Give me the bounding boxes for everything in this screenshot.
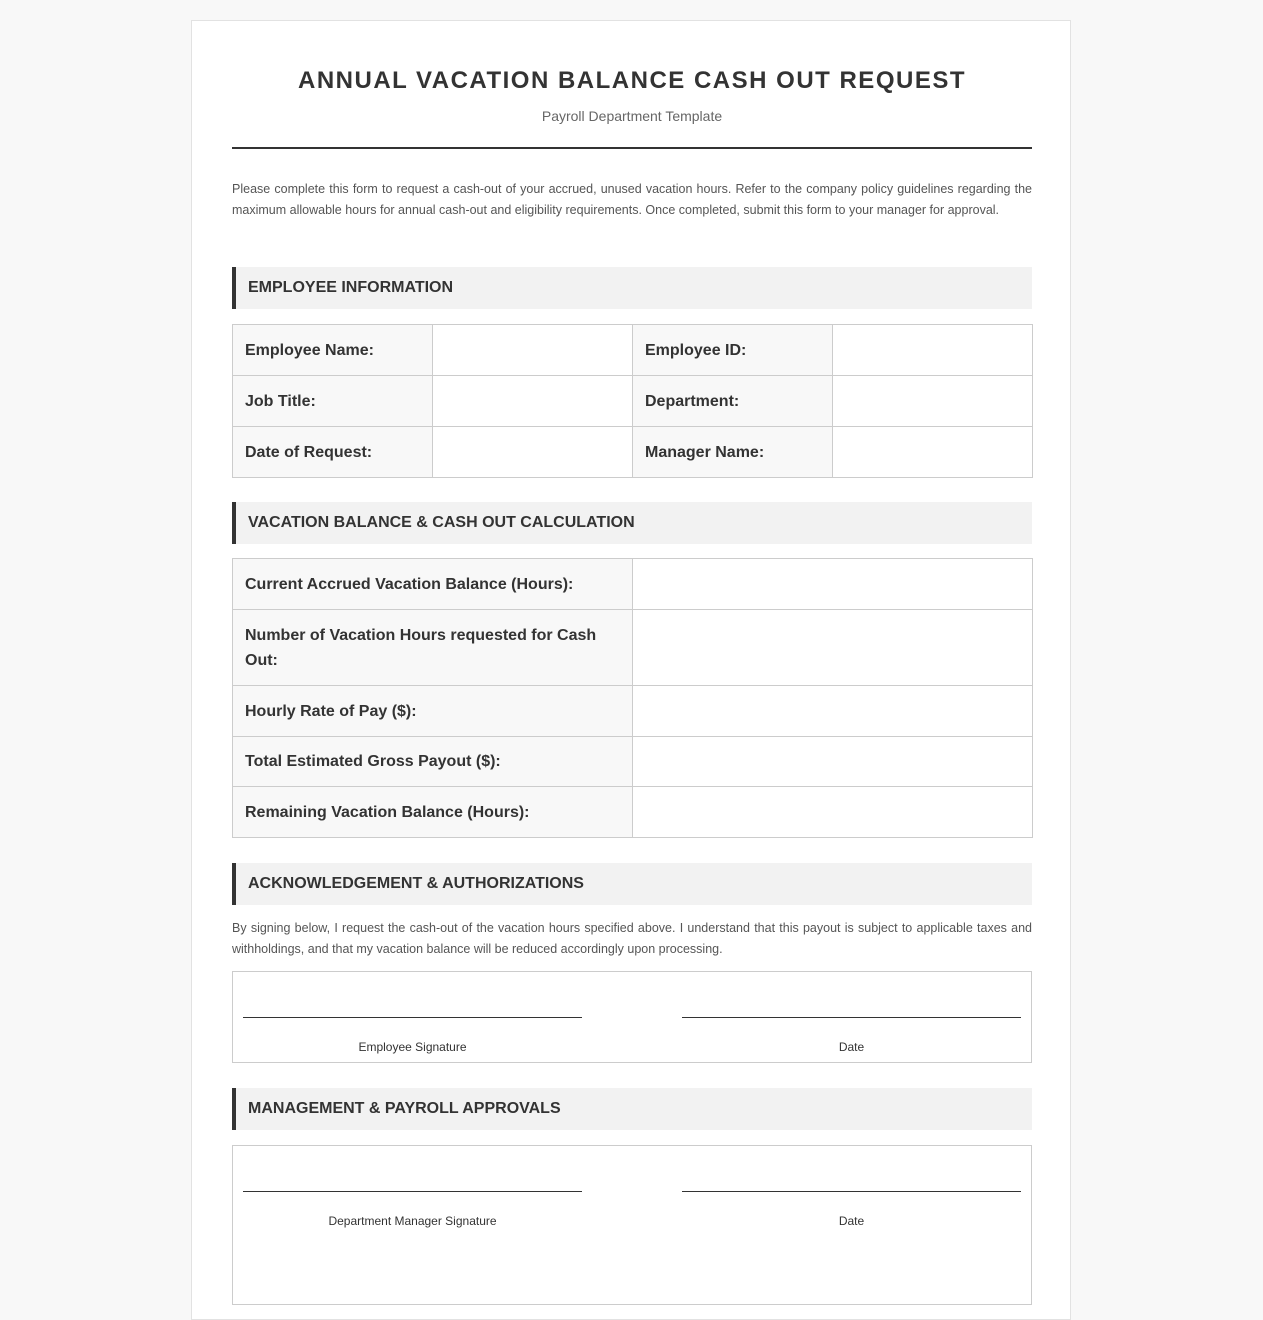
table-row (233, 559, 1033, 610)
manager-date-label: Date (838, 1214, 865, 1228)
current-balance-label: Current Accrued Vacation Balance (Hours): (233, 559, 633, 610)
hours-requested-label: Number of Vacation Hours requested for Cash Out: (233, 610, 633, 686)
manager-name-label: Manager Name: (633, 427, 833, 478)
department-label: Department: (633, 376, 833, 427)
employee-signature-box (232, 971, 1032, 1063)
employee-id-label: Employee ID: (633, 325, 833, 376)
table-row (233, 376, 1033, 427)
employee-date-line[interactable] (682, 1017, 1021, 1018)
section-header-approvals: MANAGEMENT & PAYROLL APPROVALS (232, 1088, 1032, 1130)
table-row (233, 325, 1033, 376)
section-header-acknowledgement: ACKNOWLEDGEMENT & AUTHORIZATIONS (232, 863, 1032, 905)
employee-information-table (232, 324, 1033, 478)
manager-date-line[interactable] (682, 1191, 1021, 1192)
employee-name-field[interactable] (433, 325, 633, 376)
form-title: ANNUAL VACATION BALANCE CASH OUT REQUEST (297, 67, 966, 94)
date-of-request-field[interactable] (433, 427, 633, 478)
cash-out-calculation-table (232, 558, 1033, 838)
gross-payout-label: Total Estimated Gross Payout ($): (233, 737, 633, 787)
department-field[interactable] (833, 376, 1033, 427)
section-header-employee-information: EMPLOYEE INFORMATION (232, 267, 1032, 309)
remaining-balance-field[interactable] (633, 787, 1033, 838)
table-row (233, 427, 1033, 478)
employee-signature-label: Employee Signature (358, 1040, 467, 1054)
table-row (233, 737, 1033, 787)
manager-signature-box (232, 1145, 1032, 1305)
intro-text: Please complete this form to request a cash-out of your accrued, unused vacation hours. Refer to the company policy guidelines regarding the maximum allowable hours for annual cash-out and eligibility requirements. Once completed, submit this form to your manager for approval. (232, 182, 1032, 217)
job-title-field[interactable] (433, 376, 633, 427)
table-row (233, 610, 1033, 686)
manager-signature-label: Department Manager Signature (328, 1214, 497, 1228)
date-of-request-label: Date of Request: (233, 427, 433, 478)
table-row (233, 686, 1033, 737)
manager-signature-line[interactable] (243, 1191, 582, 1192)
employee-signature-line[interactable] (243, 1017, 582, 1018)
form-subtitle: Payroll Department Template (541, 108, 723, 124)
remaining-balance-label: Remaining Vacation Balance (Hours): (233, 787, 633, 838)
form-page (191, 20, 1071, 1320)
hourly-rate-label: Hourly Rate of Pay ($): (233, 686, 633, 737)
acknowledgement-text: By signing below, I request the cash-out of the vacation hours specified above. I understand that this payout is subject to applicable taxes and withholdings, and that my vacation balance will be reduced accordingly upon processing. (232, 921, 1032, 956)
job-title-label: Job Title: (233, 376, 433, 427)
employee-name-label: Employee Name: (233, 325, 433, 376)
hourly-rate-field[interactable] (633, 686, 1033, 737)
employee-date-label: Date (838, 1040, 865, 1054)
section-header-cash-out-calculation: VACATION BALANCE & CASH OUT CALCULATION (232, 502, 1032, 544)
gross-payout-field[interactable] (633, 737, 1033, 787)
current-balance-field[interactable] (633, 559, 1033, 610)
manager-name-field[interactable] (833, 427, 1033, 478)
title-divider (232, 147, 1032, 149)
employee-id-field[interactable] (833, 325, 1033, 376)
hours-requested-field[interactable] (633, 610, 1033, 686)
table-row (233, 787, 1033, 838)
